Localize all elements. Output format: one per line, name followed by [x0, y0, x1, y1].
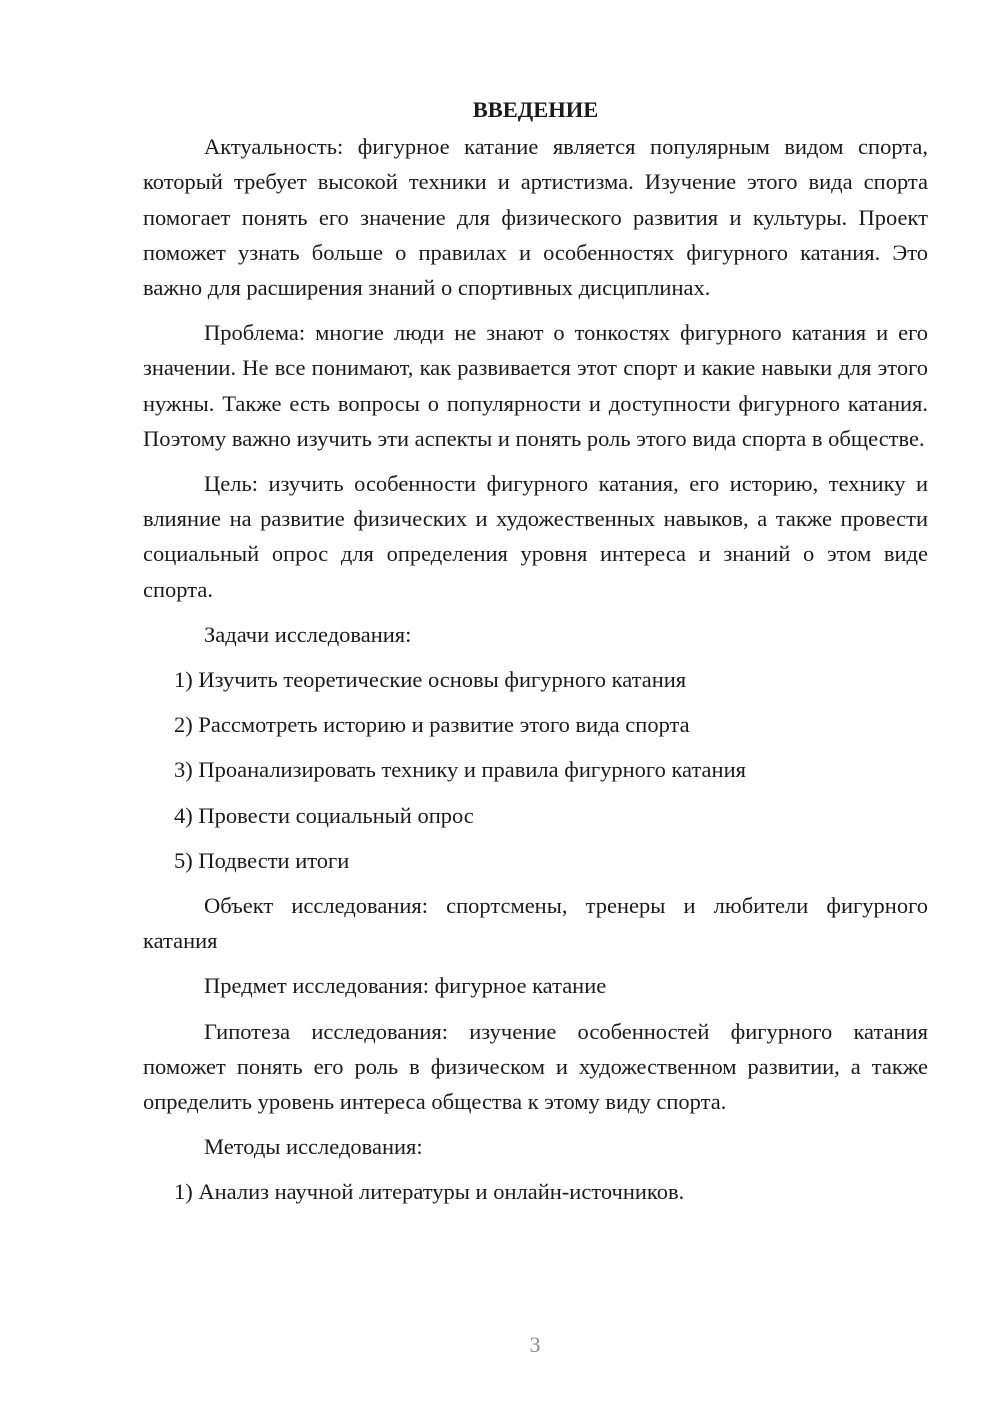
subject-paragraph: Предмет исследования: фигурное катание: [204, 973, 607, 999]
goal-paragraph: Цель: изучить особенности фигурного катания, его историю, технику и влияние на развитие физических и художественных навыков, а также провести социальный опрос для определения уровня интереса и знаний о этом виде спорта.: [143, 471, 928, 602]
object-paragraph: Объект исследования: спортсмены, тренеры и любители фигурного катания: [143, 893, 928, 954]
list-item: 1) Изучить теоретические основы фигурного катания: [174, 667, 687, 693]
list-item: 5) Подвести итоги: [174, 847, 350, 873]
document-page: [143, 92, 928, 1220]
list-item: 4) Провести социальный опрос: [174, 802, 474, 828]
hypothesis-paragraph: Гипотеза исследования: изучение особенностей фигурного катания поможет понять его роль в физическом и художественном развитии, а также определить уровень интереса общества к этому виду спорта.: [143, 1018, 928, 1115]
relevance-paragraph: Актуальность: фигурное катание является популярным видом спорта, который требует высокой техники и артистизма. Изучение этого вида спорта помогает понять его значение для физического развития и культуры. Проект поможет узнать больше о правилах и особенностях фигурного катания. Это важно для расширения знаний о спортивных дисциплинах.: [143, 134, 928, 301]
list-item: 2) Рассмотреть историю и развитие этого вида спорта: [174, 712, 690, 738]
tasks-list: [143, 662, 928, 878]
problem-paragraph: Проблема: многие люди не знают о тонкостях фигурного катания и его значении. Не все понимают, как развивается этот спорт и какие навыки для этого нужны. Также есть вопросы о популярности и доступности фигурного катания. Поэтому важно изучить эти аспекты и понять роль этого вида спорта в обществе.: [143, 320, 928, 451]
list-item: 3) Проанализировать технику и правила фигурного катания: [174, 757, 746, 783]
section-heading: ВВЕДЕНИЕ: [472, 97, 599, 122]
methods-label: Методы исследования:: [204, 1134, 423, 1160]
list-item: 1) Анализ научной литературы и онлайн-источников.: [174, 1179, 685, 1205]
page-number: 3: [529, 1332, 541, 1357]
tasks-label: Задачи исследования:: [204, 621, 412, 647]
methods-list: [143, 1174, 928, 1209]
